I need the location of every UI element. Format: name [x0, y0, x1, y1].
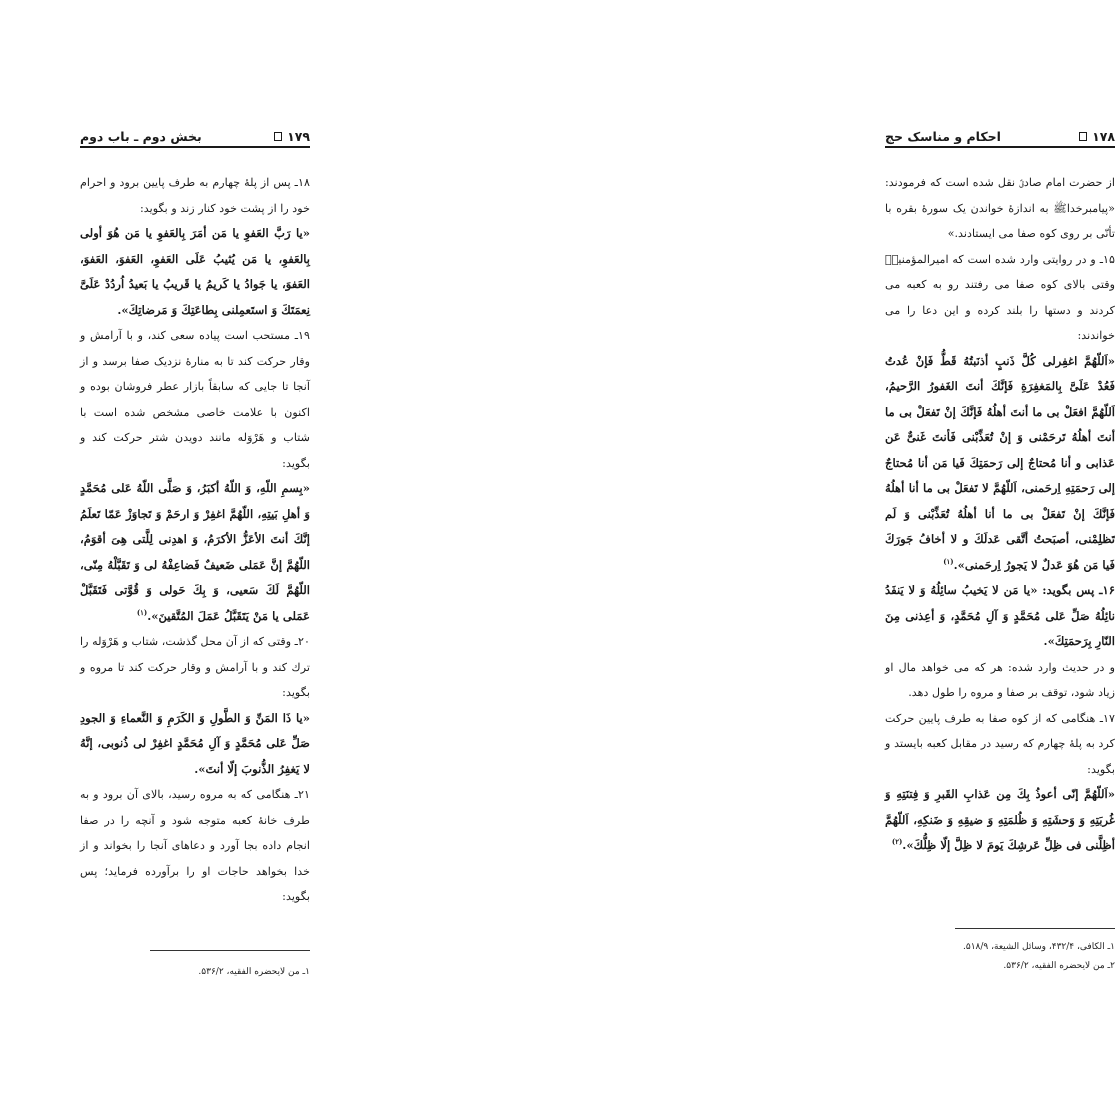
- paragraph: ۱۹ـ مستحب است پیاده سعی کند، و با آرامش و وقار حرکت کند تا به منارۀ نزدیک صفا برسد و از آنجا تا جایی که سابقاً بازار عطر فروشان بوده و اکنون با علامت خاصی مشخص شده است با شتاب و هَرْوَله مانند دویدن شتر حرکت کند و بگوید:: [80, 329, 310, 470]
- left-page: [0, 0, 400, 1100]
- footnote: ۱ـ من لایحضره الفقیه، ۵۳۶/۲.: [198, 967, 310, 977]
- footnotes: [885, 938, 1115, 976]
- paragraph: و در حدیث وارد شده: هر که می خواهد مال او زیاد شود، توقف بر صفا و مروه را طول دهد.: [885, 660, 1115, 699]
- right-page: [400, 0, 1115, 1100]
- page-number-group: [274, 129, 310, 144]
- footnotes: [80, 963, 310, 982]
- page-number: ۱۷۸: [1092, 129, 1115, 144]
- footnote-rule: [955, 928, 1115, 929]
- footnote-ref: (۱): [943, 556, 954, 566]
- paragraph: ۲۱ـ هنگامی که به مروه رسید، بالای آن برود و به طرف خانۀ کعبه متوجه شود و آنچه را در صفا انجام داده بجا آورد و دعاهای آنجا را بخواند و از خدا بخواهد حاجات او را برآورده فرماید؛ پس بگوید:: [80, 788, 310, 903]
- prayer-text: [80, 476, 310, 629]
- square-icon: [1079, 132, 1087, 141]
- paragraph: ۱۷ـ هنگامی که از کوه صفا به طرف پایین حرکت کرد به پلۀ چهارم که رسید در مقابل کعبه بایستد و بگوید:: [885, 711, 1115, 776]
- prayer-text: «یا ذَا المَنِّ وَ الطَّولِ وَ الکَرَمِ وَ النَّعماءِ وَ الجودِ صَلِّ عَلی مُحَمَّدٍ وَ آلِ مُحَمَّدٍ اغفِرْ لی ذُنوبی، إنَّهُ لا یَغفِرُ الذُّنوبَ إلّا أنتَ».: [80, 710, 310, 776]
- page-number-group: [1079, 129, 1115, 144]
- paragraph: ۲۰ـ وقتی که از آن محل گذشت، شتاب و هَرْوَله را ترك كند و با آرامش و وقار حرکت کند تا مروه و بگوید:: [80, 635, 310, 699]
- prayer-text: [885, 349, 1115, 579]
- header-rule: [80, 146, 310, 148]
- page-number: ۱۷۹: [287, 129, 310, 144]
- prayer-text: «یا رَبَّ العَفوِ یا مَن أمَرَ بِالعَفوِ یا مَن هُوَ أولی بِالعَفوِ، یا مَن یُثیبُ عَلَی العَفوِ، العَفوَ، العَفوَ، العَفوَ، یا جَوادُ یا کَریمُ یا قَریبُ یا بَعیدُ اُردُدْ عَلَیَّ نِعمَتَكَ وَ استَعمِلنی بِطاعَتِكَ وَ مَرضاتِكَ».: [80, 226, 310, 317]
- page-body: [80, 170, 310, 910]
- prayer-content: «اَللّهُمَّ إنّی أعوذُ بِكَ مِن عَذابِ القَبرِ وَ فِتنَتِهِ وَ غُربَتِهِ وَ وَحشَتِهِ وَ ظُلمَتِهِ وَ ضیقِهِ وَ ضَنکِهِ، اَللّهُمَّ أظِلَّنی فی ظِلِّ عَرشِكَ یَومَ لا ظِلَّ إلّا ظِلُّكَ».: [885, 787, 1115, 852]
- prayer-text: [885, 782, 1115, 859]
- paragraph: ۱۵ـ و در روایتی وارد شده است که امیرالمؤمنینؑ وقتی بالای کوه صفا می رفتند رو به کعبه می کردند و دستها را بلند کرده و این دعا را می خواندند:: [885, 252, 1115, 342]
- footnote: ۲ـ من لایحضره الفقیه، ۵۳۶/۲.: [1003, 961, 1115, 971]
- prayer-content: «بِسمِ اللّهِ، وَ اللّهُ أکبَرُ، وَ صَلَّی اللّهُ عَلی مُحَمَّدٍ وَ أهلِ بَیتِهِ، اللّهُمَّ اغفِرْ وَ ارحَمْ وَ تَجاوَزْ عَمّا تَعلَمُ إنَّكَ أنتَ الأعَزُّ الأکرَمُ، وَ اهدِنی لِلَّتی هِیَ أقوَمُ، اللّهُمَّ إنَّ عَمَلی ضَعیفٌ فَضاعِفْهُ لی وَ تَقَبَّلْهُ مِنّی، اللّهُمَّ لَكَ سَعیی، وَ بِكَ حَولی وَ قُوَّتی فَتَقَبَّلْ عَمَلی یا مَنْ یَتَقَبَّلُ عَمَلَ المُتَّقینَ».: [80, 481, 310, 623]
- section-title: بخش دوم ـ باب دوم: [80, 129, 202, 144]
- page-body: [885, 170, 1115, 859]
- paragraph: ۱۸ـ پس از پلۀ چهارم به طرف پایین برود و احرام خود را از پشت خود کنار زند و بگوید:: [80, 176, 310, 215]
- footnote: ۱ـ الکافی، ۴۳۲/۴، وسائل الشیعة، ۵۱۸/۹.: [963, 942, 1115, 952]
- paragraph: از حضرت امام صادقؑ نقل شده است که فرمودند: «پیامبرخداﷺ به اندازۀ خواندن یک سورۀ بقره با تأنّی بر روی کوه صفا می ایستادند.»: [885, 176, 1115, 240]
- footnote-rule: [150, 950, 310, 951]
- page-header: [80, 120, 310, 144]
- section-title: احکام و مناسک حج: [885, 129, 1001, 144]
- square-icon: [274, 132, 282, 141]
- prayer-content: «اَللّهُمَّ اغفِرلی کُلَّ ذَنبٍ أذنَبتُهُ قَطُّ فَإنْ عُدتُ فَعُدْ عَلَیَّ بِالمَغفِرَةِ فَإنَّكَ أنتَ الغَفورُ الرَّحیمُ، اَللّهُمَّ افعَلْ بی ما أنتَ أهلُهُ فَإنَّكَ إنْ تَفعَلْ بی ما أنتَ أهلُهُ تَرحَمْنی وَ إنْ تُعَذِّبْنی فَأنتَ غَنیٌّ عَن عَذابی و أنا مُحتاجٌ إلی رَحمَتِكَ فَیا مَن أنا مُحتاجٌ إلی رَحمَتِهِ اِرحَمنی، اَللّهُمَّ لا تَفعَلْ بی ما أنا أهلُهُ فَإنَّكَ إنْ تَفعَلْ بی ما أنا أهلُهُ تُعَذِّبْنی وَ لَم تَظلِمْنی، أصبَحتُ أتَّقی عَدلَكَ و لا أخافُ جَورَكَ فَیا مَن هُوَ عَدلٌ لا یَجورُ اِرحَمنی».: [885, 353, 1115, 572]
- prayer-text: ۱۶ـ پس بگوید: «یا مَن لا یَخیبُ سائِلُهُ وَ لا یَنفَدُ نائِلُهُ صَلِّ عَلی مُحَمَّدٍ وَ آلِ مُحَمَّدٍ، وَ أعِذنی مِنَ النّارِ بِرَحمَتِكَ».: [885, 583, 1115, 648]
- footnote-ref: (۲): [891, 837, 903, 847]
- page-header: [885, 120, 1115, 144]
- header-rule: [885, 146, 1115, 148]
- footnote-ref: (۱): [136, 607, 148, 617]
